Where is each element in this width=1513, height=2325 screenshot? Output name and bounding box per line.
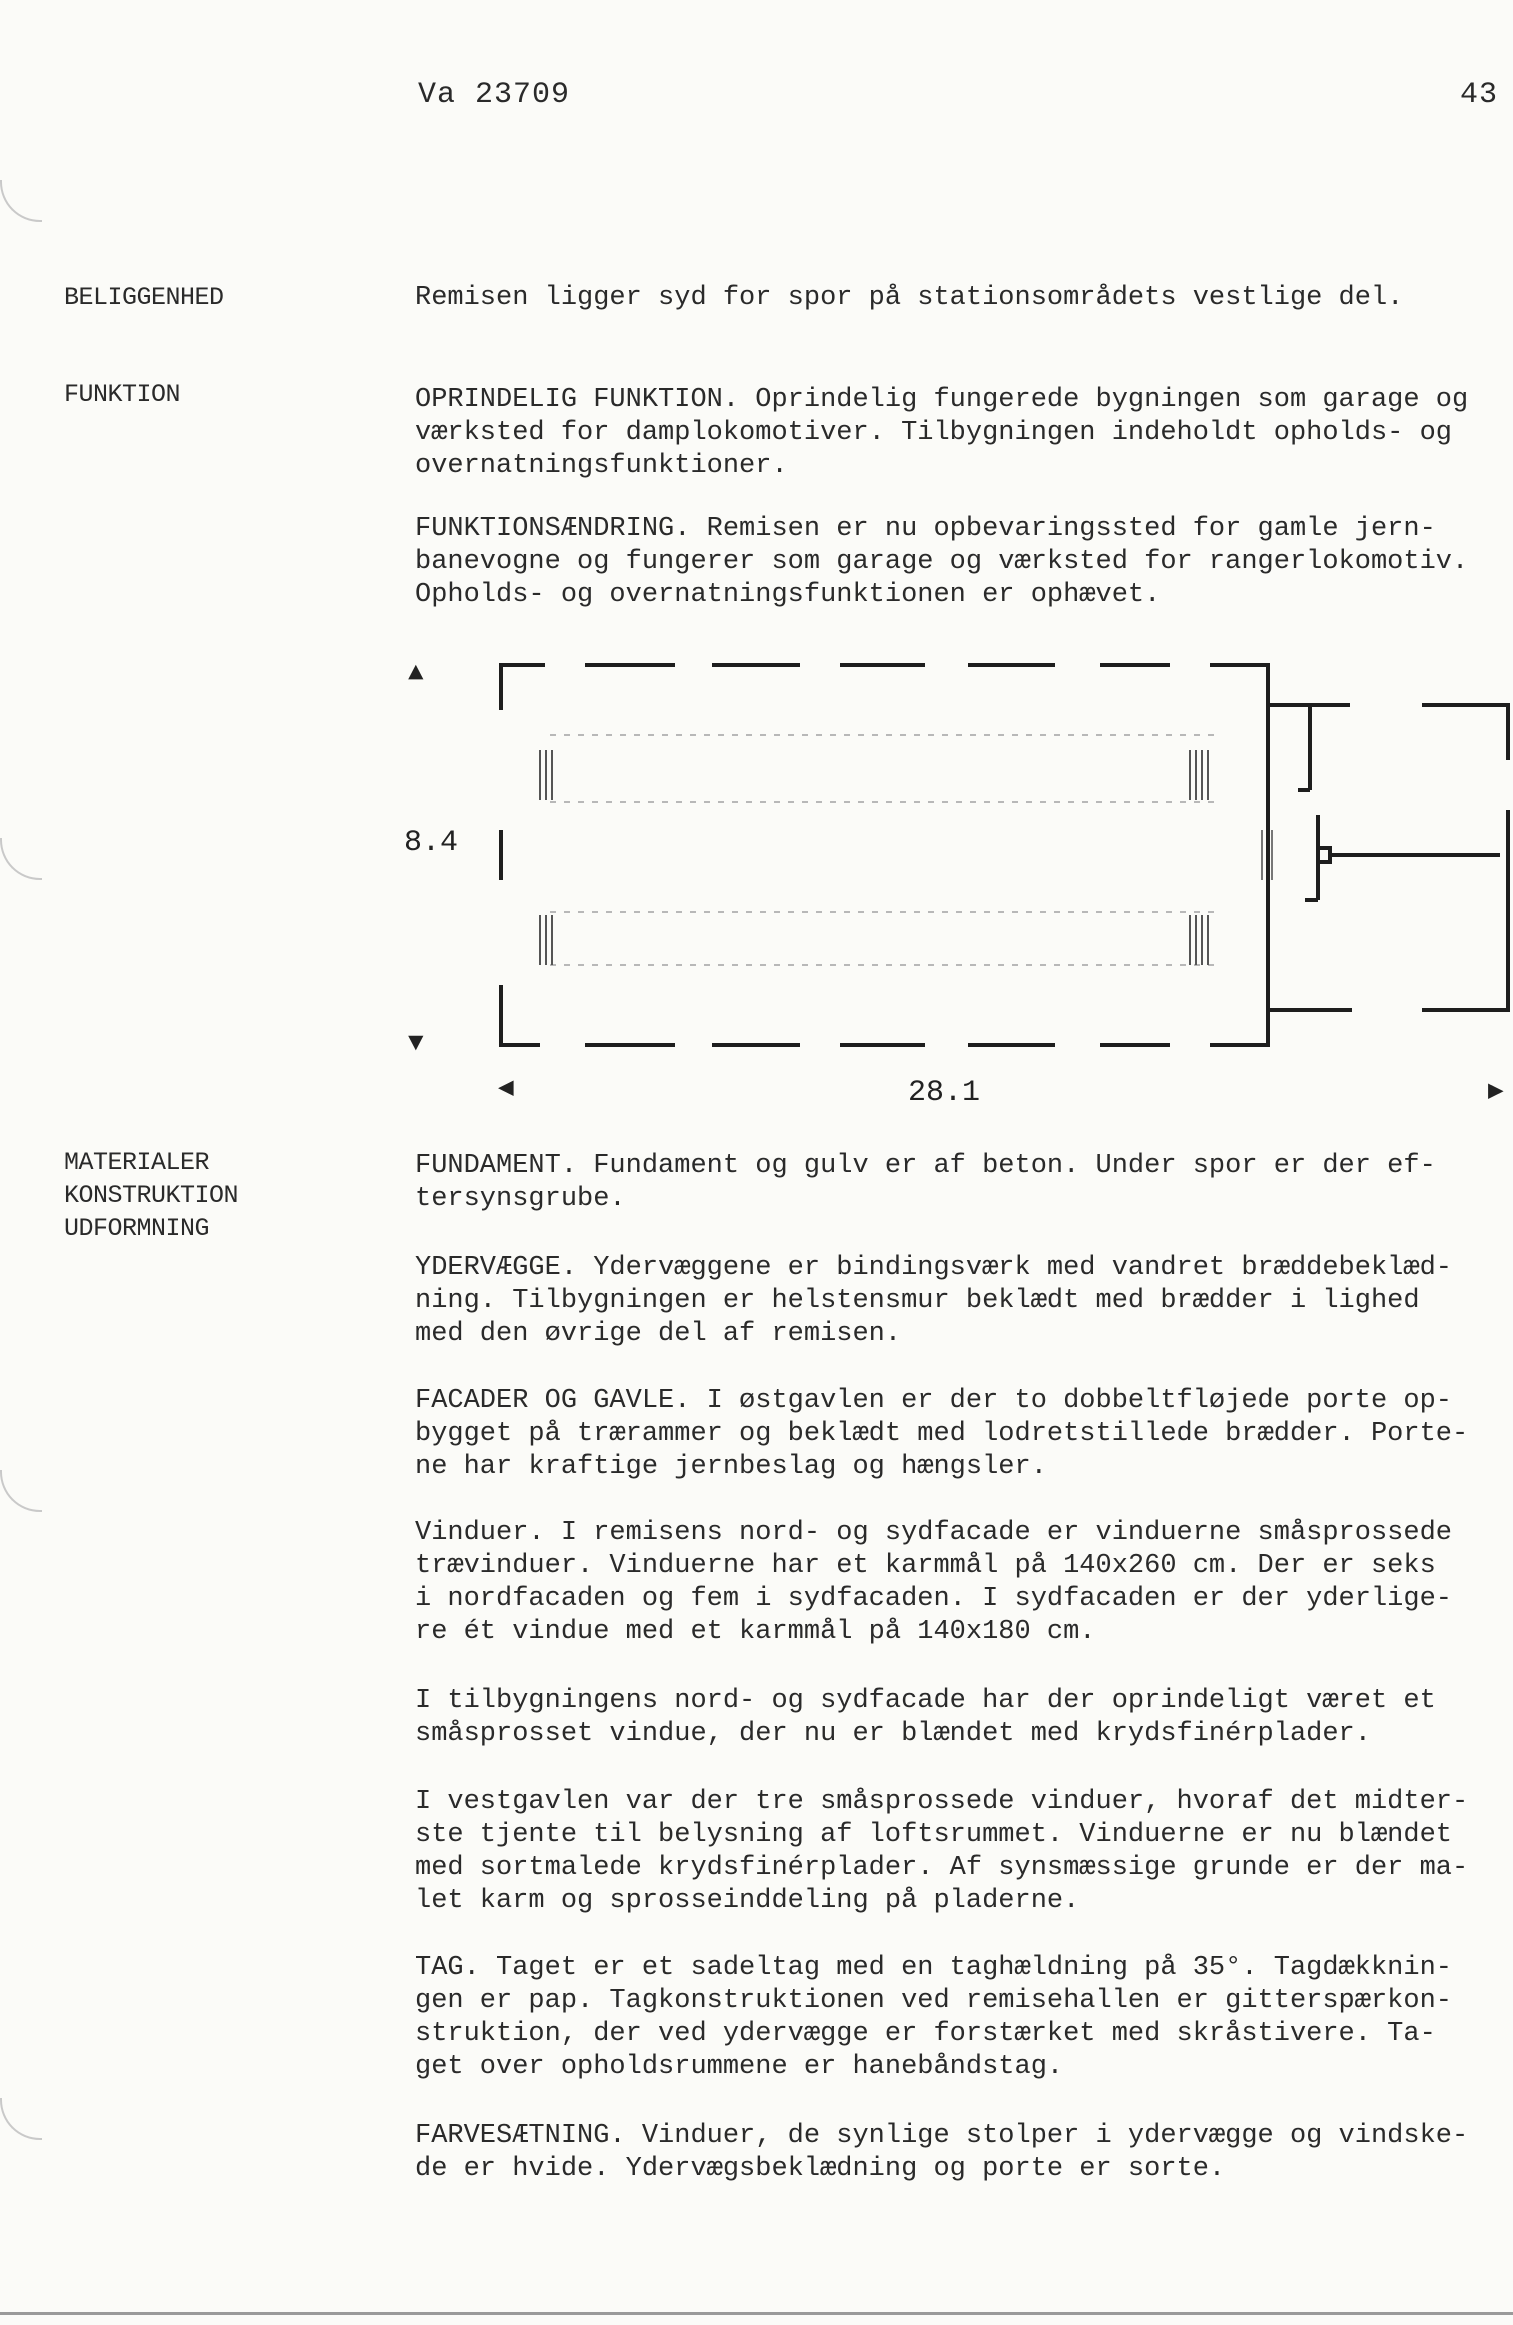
farvesaetning-text: FARVESÆTNING. Vinduer, de synlige stolper i ydervægge og vindske- de er hvide. Ydervægsbeklædning og porte er sorte. [415,2121,1469,2184]
oprindelig-funktion-text: OPRINDELIG FUNKTION. Oprindelig fungerede bygningen som garage og værksted for damplokomotiver. Tilbygningen indeholdt opholds- og overnatningsfunktioner. [415,385,1469,481]
page-number: 43 [1460,78,1499,112]
document-reference: Va 23709 [418,78,571,112]
section-label-beliggenhed: BELIGGENHED [64,283,224,312]
width-dimension-label: 28.1 [908,1076,981,1110]
vestgavl-text: I vestgavlen var der tre småsprossede vinduer, hvoraf det midter- ste tjente til belysning af loftsrummet. Vinduerne er nu blændet med sortmalede krydsfinérplader. Af synsmæssige grunde er der ma- let karm og sprosseinddeling på pladerne. [415,1787,1469,1916]
arrow-left-icon: ◀ [498,1073,514,1103]
fundament-text: FUNDAMENT. Fundament og gulv er af beton. Under spor er der ef- tersynsgrube. [415,1151,1436,1214]
shed-outline [501,665,1268,1045]
ydervaegge-text: YDERVÆGGE. Ydervæggene er bindingsværk med vandret bræddebeklæd- ning. Tilbygningen er helstensmur beklædt med brædder i lighed med den øvrige del af remisen. [415,1253,1452,1349]
depth-dimension-label: 8.4 [404,826,459,860]
arrow-right-icon: ▶ [1488,1076,1504,1106]
vinduer-text: Vinduer. I remisens nord- og sydfacade er vinduerne småsprossede trævinduer. Vinduerne har et karmmål på 140x260 cm. Der er seks i nordfacaden og fem i sydfacaden. I sydfacaden er der yderlige- re ét vindue med et karmmål på 140x180 cm. [415,1518,1452,1647]
tilbygning-vinduer-text: I tilbygningens nord- og sydfacade har der oprindeligt været et småsprosset vindue, der nu er blændet med krydsfinérplader. [415,1686,1436,1749]
tag-text: TAG. Taget er et sadeltag med en taghældning på 35°. Tagdækknin- gen er pap. Tagkonstruktionen ved remisehallen er gitterspærkon- struktion, der ved ydervægge er forstærket med skråstivere. Ta- get over opholdsrummene er hanebåndstag. [415,1953,1452,2082]
section-label-materialer: MATERIALER [64,1148,210,1177]
punch-hole-mark [0,1470,42,1512]
floor-plan-drawing [0,640,1513,1120]
punch-hole-mark [0,2098,42,2140]
section-label-udformning: UDFORMNING [64,1214,210,1243]
track-lines [550,735,1215,965]
annex-outline [1268,705,1508,1010]
funktionsaendring-text: FUNKTIONSÆNDRING. Remisen er nu opbevaringssted for gamle jern- banevogne og fungerer som garage og værksted for rangerlokomotiv. Opholds- og overnatningsfunktionen er ophævet. [415,514,1469,610]
punch-hole-mark [0,180,42,222]
arrow-down-icon: ▼ [408,1028,424,1058]
arrow-up-icon: ▲ [408,658,424,688]
inspection-pit-marks [540,750,1208,965]
facader-text: FACADER OG GAVLE. I østgavlen er der to dobbeltfløjede porte op- bygget på trærammer og beklædt med lodretstillede brædder. Porte- ne har kraftige jernbeslag og hængsler. [415,1386,1469,1482]
page-bottom-rule [0,2312,1513,2315]
beliggenhed-text: Remisen ligger syd for spor på stationsområdets vestlige del. [415,283,1404,313]
section-label-funktion: FUNKTION [64,380,181,409]
section-label-konstruktion: KONSTRUKTION [64,1181,239,1210]
